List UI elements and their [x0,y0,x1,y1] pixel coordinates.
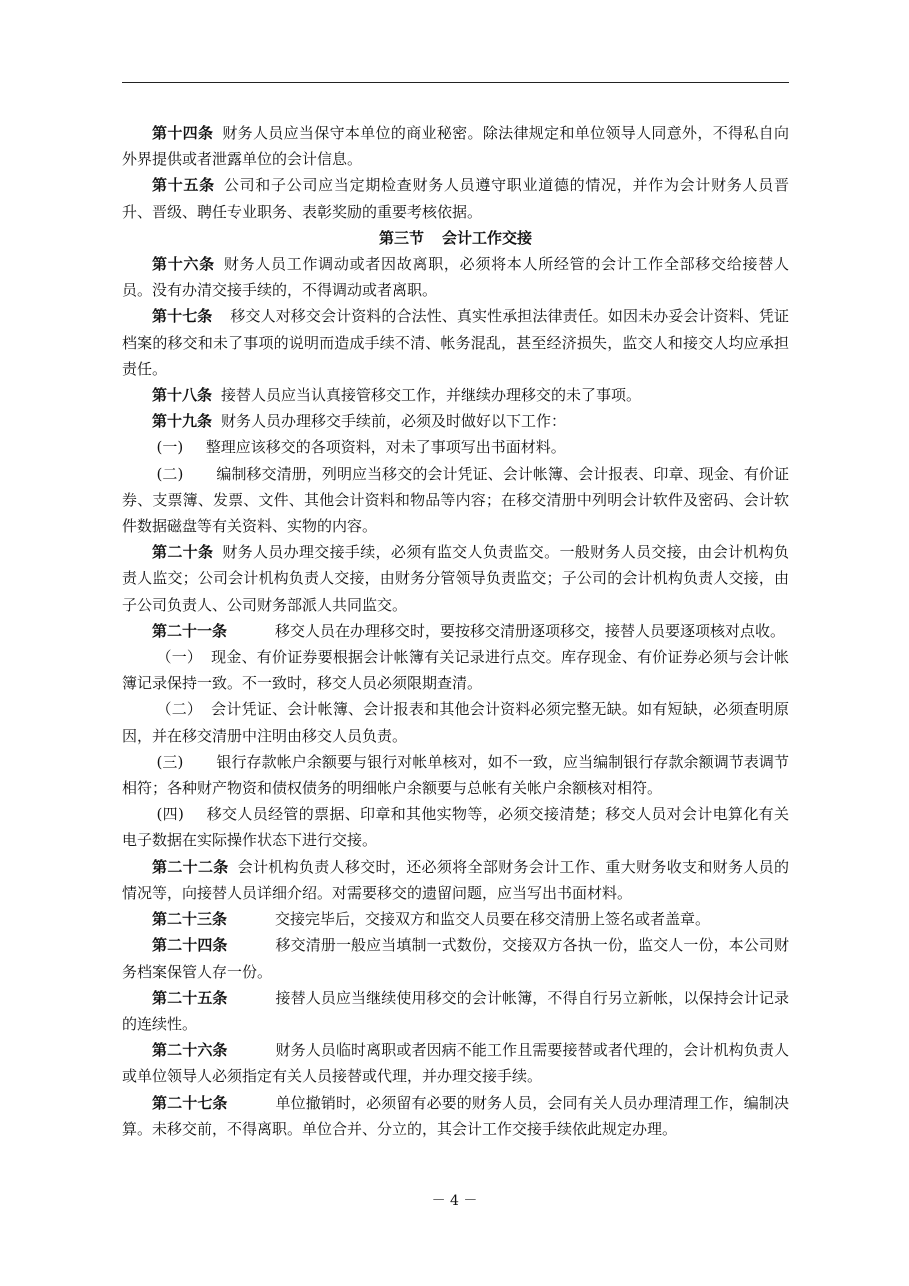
item-text: 银行存款帐户余额要与银行对帐单核对，如不一致，应当编制银行存款余额调节表调节相符；各种财产物资和债权债务的明细帐户余额要与总帐有关帐户余额核对相符。 [122,752,789,798]
article-text: 财务人员办理移交手续前，必须及时做好以下工作： [221,412,567,431]
article-text: 财务人员工作调动或者因故离职，必须将本人所经管的会计工作全部移交给接替人员。没有办清交接手续的，不得调动或者离职。 [122,255,789,300]
article-text: 会计机构负责人移交时，还必须将全部财务会计工作、重大财务收支和财务人员的情况等，向接替人员详细介绍。对需要移交的遗留问题，应当写出书面材料。 [122,857,789,902]
article-15 [122,172,789,224]
article-18 [122,382,789,408]
article-20 [122,539,789,618]
item-number: (二) [156,464,184,483]
article-text: 财务人员应当保守本单位的商业秘密。除法律规定和单位领导人同意外，不得私自向外界提供或者泄露单位的会计信息。 [122,124,789,169]
article-21 [122,618,789,644]
item-text: 会计凭证、会计帐簿、会计报表和其他会计资料必须完整无缺。如有短缺，必须查明原因，并在移交清册中注明由移交人员负责。 [122,700,789,745]
article-text: 财务人员临时离职或者因病不能工作且需要接替或者代理的，会计机构负责人或单位领导人必须指定有关人员接替或代理，并办理交接手续。 [122,1041,789,1086]
page-number: － 4 － [431,1193,478,1209]
article-23 [122,906,789,932]
article-text: 交接完毕后，交接双方和监交人员要在移交清册上签名或者盖章。 [275,910,711,929]
item-number: （一） [156,648,203,667]
article-19 [122,408,789,434]
article-label: 第十八条 [152,386,213,405]
article-label: 第二十二条 [152,857,229,876]
article-label: 第十五条 [152,176,215,195]
item-text: 编制移交清册，列明应当移交的会计凭证、会计帐簿、会计报表、印章、现金、有价证券、支票簿、发票、文件、其他会计资料和物品等内容；在移交清册中列明会计软件及密码、会计软件数据磁盘等有关资料、实物的内容。 [122,464,789,536]
item-text: 移交人员经管的票据、印章和其他实物等，必须交接清楚；移交人员对会计电算化有关电子数据在实际操作状态下进行交接。 [122,805,789,850]
item-number: （二） [156,700,203,719]
article-text: 财务人员办理交接手续，必须有监交人负责监交。一般财务人员交接，由会计机构负责人监交；公司会计机构负责人交接，由财务分管领导负责监交；子公司的会计机构负责人交接，由子公司负责人、公司财务部派人共同监交。 [122,543,789,614]
article-label: 第二十七条 [152,1093,228,1112]
article-label: 第二十四条 [152,936,228,955]
article-16 [122,251,789,303]
article-label: 第二十六条 [152,1041,228,1060]
article-text: 移交人员在办理移交时，要按移交清册逐项移交，接替人员要逐项核对点收。 [275,621,786,640]
article-19-item-1 [122,434,789,460]
article-text: 移交人对移交会计资料的合法性、真实性承担法律责任。如因未办妥会计资料、凭证档案的移交和未了事项的说明而造成手续不清、帐务混乱，甚至经济损失，监交人和接交人均应承担责任。 [122,307,789,378]
item-number: (三) [156,752,184,771]
article-label: 第二十五条 [152,988,228,1007]
article-label: 第十六条 [152,255,215,274]
article-21-item-2 [122,696,789,748]
item-text: 现金、有价证券要根据会计帐簿有关记录进行点交。库存现金、有价证券必须与会计帐簿记录保持一致。不一致时，移交人员必须限期查清。 [122,648,789,693]
article-text: 接替人员应当继续使用移交的会计帐簿，不得自行另立新帐，以保持会计记录的连续性。 [122,988,789,1033]
article-label: 第二十条 [152,543,214,562]
article-24 [122,932,789,984]
article-14 [122,120,789,172]
article-17 [122,303,789,382]
article-21-item-3 [122,749,789,801]
article-text: 单位撤销时，必须留有必要的财务人员，会同有关人员办理清理工作，编制决算。未移交前，不得离职。单位合并、分立的，其会计工作交接手续依此规定办理。 [122,1093,789,1138]
section-number: 第三节 [378,228,424,247]
article-19-item-2 [122,461,789,540]
document-body [122,120,789,1142]
article-25 [122,985,789,1037]
header-rule [122,82,789,83]
article-26 [122,1037,789,1089]
item-number: (四) [156,805,184,824]
article-21-item-4 [122,801,789,853]
article-text: 移交清册一般应当填制一式数份，交接双方各执一份，监交人一份，本公司财务档案保管人存一份。 [122,936,789,981]
article-21-item-1 [122,644,789,696]
article-label: 第十九条 [152,412,213,431]
article-text: 公司和子公司应当定期检查财务人员遵守职业道德的情况，并作为会计财务人员晋升、晋级、聘任专业职务、表彰奖励的重要考核依据。 [122,176,789,221]
article-label: 第二十一条 [152,621,228,640]
article-label: 第十四条 [152,124,214,142]
section-heading [122,225,789,251]
item-text: 整理应该移交的各项资料，对未了事项写出书面材料。 [205,438,566,457]
article-22 [122,854,789,906]
section-name: 会计工作交接 [442,228,533,247]
article-label: 第二十三条 [152,910,228,929]
article-27 [122,1090,789,1142]
item-number: (一) [156,438,184,457]
article-label: 第十七条 [152,307,213,326]
article-text: 接替人员应当认真接管移交工作，并继续办理移交的未了事项。 [221,386,642,405]
